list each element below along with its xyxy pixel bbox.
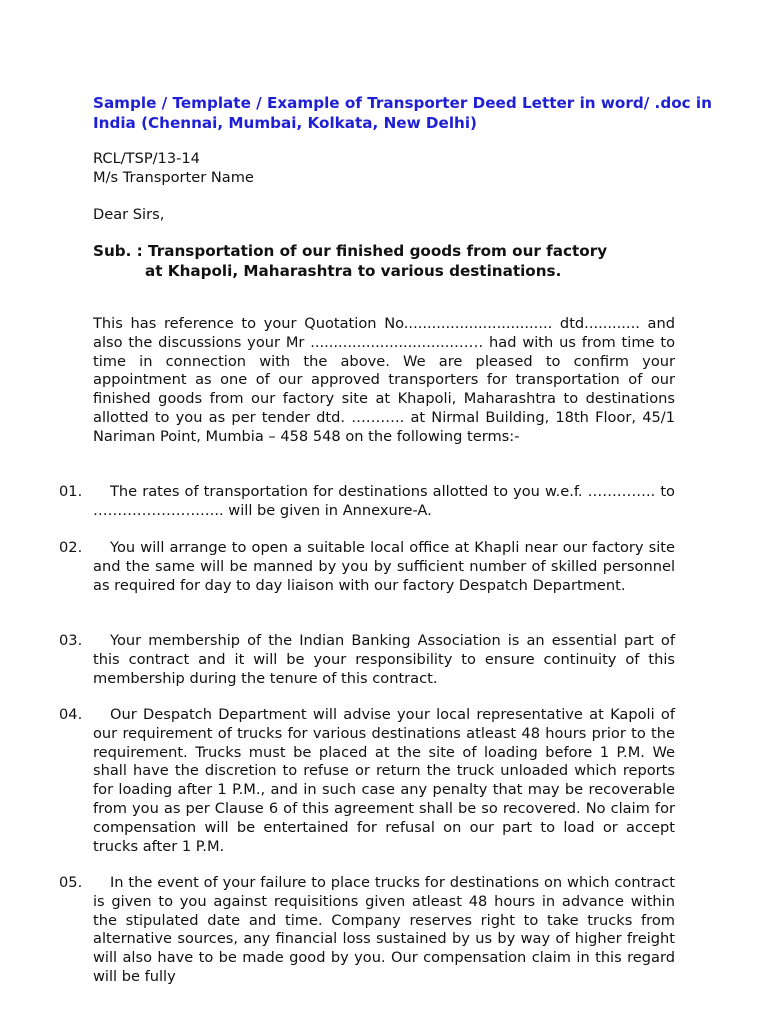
clause-text-content: You will arrange to open a suitable local office at Khapli near our factory site and the same will be manned by you by sufficient number of skilled personnel as required for day to day liaison with our factory Despatch Department. xyxy=(93,539,675,594)
subject-line-1: Sub. : Transportation of our finished goods from our factory xyxy=(93,242,608,260)
addressee: M/s Transporter Name xyxy=(93,169,254,186)
clause-text-content: The rates of transportation for destinations allotted to you w.e.f. ………….. to ……………………... will be given in Annexure-A. xyxy=(93,483,675,519)
clause-number: 02. xyxy=(59,539,83,556)
clause-text xyxy=(93,632,675,688)
clause-05 xyxy=(59,874,675,987)
clause-text-content: Your membership of the Indian Banking Association is an essential part of this contract and it will be your responsibility to ensure continuity of this membership during the tenure of this contract. xyxy=(93,632,675,687)
clause-text xyxy=(93,706,675,856)
subject-line-2: at Khapoli, Maharashtra to various destinations. xyxy=(145,262,562,280)
document-title: Sample / Template / Example of Transporter Deed Letter in word/ .doc in India (Chennai, Mumbai, Kolkata, New Delhi) xyxy=(93,94,712,132)
clause-01 xyxy=(59,483,675,521)
clause-03 xyxy=(59,632,675,688)
clause-number: 05. xyxy=(59,874,83,891)
clause-text xyxy=(93,483,675,521)
intro-paragraph: This has reference to your Quotation No................................ dtd............ and also the discussions your Mr ...............................…… had with us from time to time in connection with the above. We are pleased to confirm your appointment as one of our approved transporters for transportation of our finished goods from our factory site at Khapoli, Maharashtra to destinations allotted to you as per tender dtd. ……….. at Nirmal Building, 18th Floor, 45/1 Nariman Point, Mumbia – 458 548 on the following terms:- xyxy=(93,315,675,445)
clause-02 xyxy=(59,539,675,595)
reference-number: RCL/TSP/13-14 xyxy=(93,150,200,167)
clause-text xyxy=(93,539,675,595)
clause-text-content: Our Despatch Department will advise your local representative at Kapoli of our requirement of trucks for various destinations atleast 48 hours prior to the requirement. Trucks must be placed at the site of loading before 1 P.M. We shall have the discretion to refuse or return the truck unloaded which reports for loading after 1 P.M., and in such case any penalty that may be recoverable from you as per Clause 6 of this agreement shall be so recovered. No claim for compensation will be entertained for refusal on our part to load or accept trucks after 1 P.M. xyxy=(93,706,675,855)
clause-text-content: In the event of your failure to place trucks for destinations on which contract is given to you against requisitions given atleast 48 hours in advance within the stipulated date and time. Company reserves right to take trucks from alternative sources, any financial loss sustained by us by way of higher freight will also have to be made good by you. Our compensation claim in this regard will be fully xyxy=(93,874,675,985)
salutation: Dear Sirs, xyxy=(93,206,165,223)
clause-04 xyxy=(59,706,675,856)
clause-number: 03. xyxy=(59,632,83,649)
clause-text xyxy=(93,874,675,987)
clause-number: 04. xyxy=(59,706,83,723)
subject-line xyxy=(93,241,733,281)
clause-number: 01. xyxy=(59,483,83,500)
